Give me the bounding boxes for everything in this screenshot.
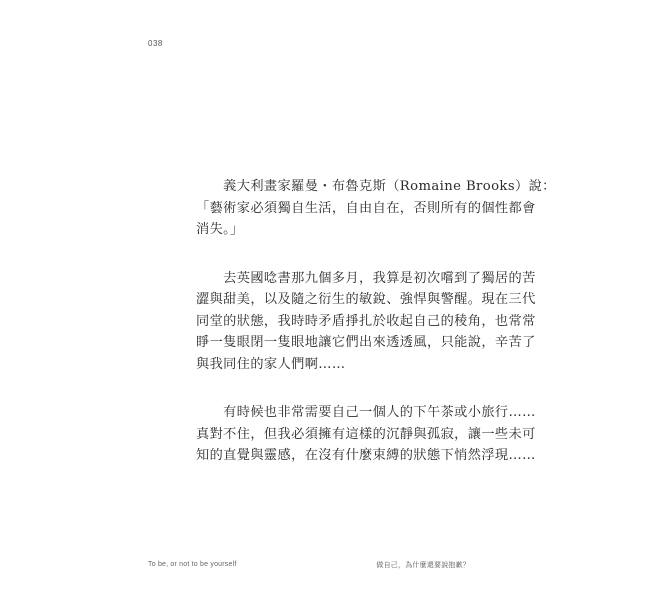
text-line: 同堂的狀態，我時時矛盾掙扎於收起自己的稜角，也常常: [196, 313, 536, 329]
text-line: 睜一隻眼閉一隻眼地讓它們出來透透風，只能說，辛苦了: [196, 335, 536, 350]
footer-running-title-en: To be, or not to be yourself: [148, 561, 237, 568]
body-text: [196, 176, 556, 467]
paragraph-quote: [196, 176, 556, 241]
text-line: 去英國唸書那九個多月，我算是初次嚐到了獨居的苦: [196, 270, 536, 286]
text-line: 消失。」: [196, 222, 244, 237]
page-number: 038: [148, 39, 163, 48]
text-line: 澀與甜美，以及隨之衍生的敏銳、強悍與警醒。現在三代: [196, 292, 536, 307]
paragraph-solitude: [196, 402, 536, 467]
text-line: 真對不住，但我必須擁有這樣的沉靜與孤寂，讓一些未可: [196, 426, 536, 442]
text-line: 義大利畫家羅曼・布魯克斯（Romaine Brooks）說：: [196, 179, 556, 194]
text-line: 知的直覺與靈感，在沒有什麼束縛的狀態下悄然浮現……: [196, 448, 536, 463]
footer-running-title-zh: 做自己，為什麼還要說抱歉？: [376, 561, 470, 569]
text-line: 「藝術家必須獨自生活，自由自在，否則所有的個性都會: [196, 200, 536, 216]
text-line: 有時候也非常需要自己一個人的下午茶或小旅行……: [196, 405, 536, 420]
text-line: 與我同住的家人們啊……: [196, 356, 346, 372]
paragraph-england: [196, 268, 536, 376]
